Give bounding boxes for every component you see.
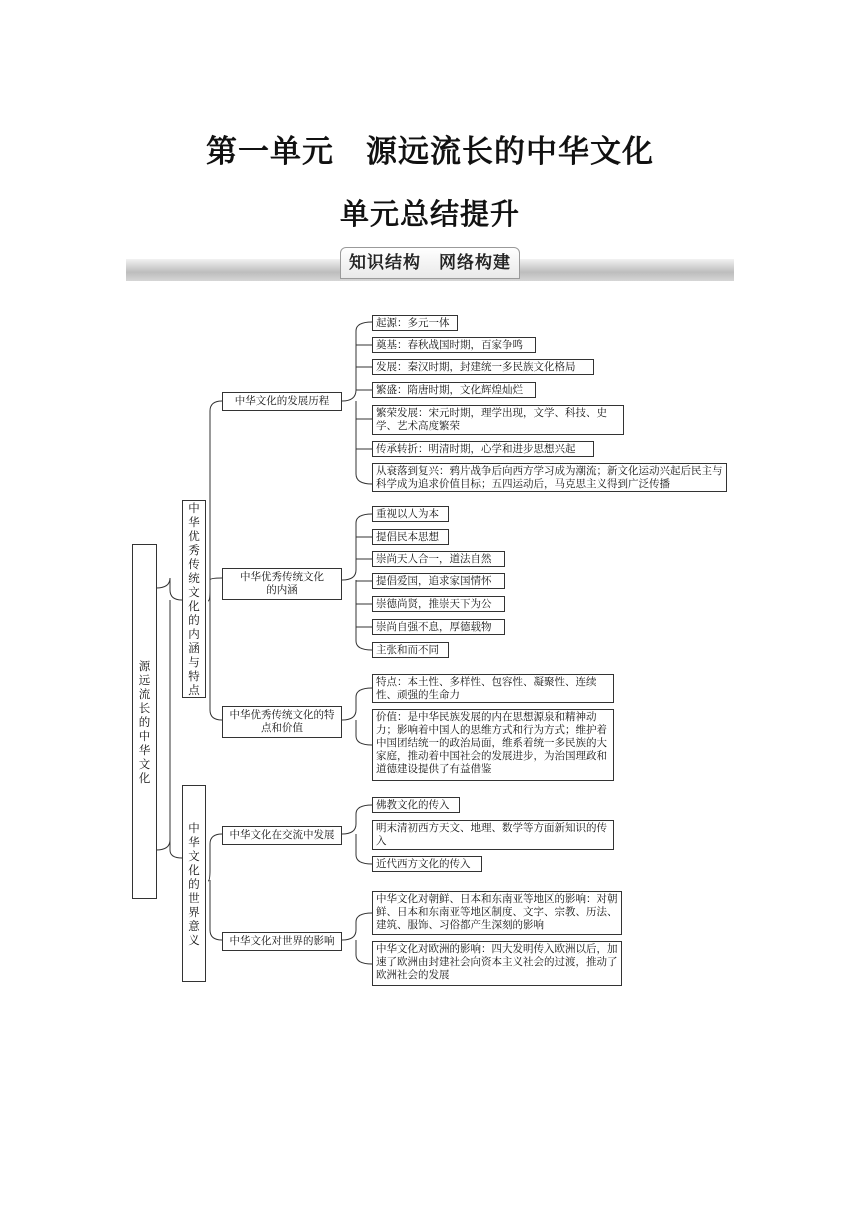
leaf-europe-influence: 中华文化对欧洲的影响：四大发明传入欧洲以后，加速了欧洲由封建社会向资本主义社会的过渡，推动了欧洲社会的发展 (372, 941, 622, 986)
page-title: 第一单元 源远流长的中华文化 (206, 134, 654, 170)
leaf-features: 特点：本土性、多样性、包容性、凝聚性、连续性、顽强的生命力 (372, 674, 614, 703)
leaf-asia-influence: 中华文化对朝鲜、日本和东南亚等地区的影响：对朝鲜、日本和东南亚等地区制度、文字、宗教、历法、建筑、服饰、习俗都产生深刻的影响 (372, 891, 622, 935)
leaf-modern-western: 近代西方文化的传入 (372, 856, 482, 872)
leaf-people-oriented: 重视以人为本 (372, 506, 449, 522)
branch-node-connotation (182, 500, 206, 698)
branch-node-world-significance-label: 中华文化的世界意义 (188, 820, 200, 947)
root-node-label: 源远流长的中华文化 (138, 658, 151, 785)
group-node-development-history: 中华文化的发展历程 (222, 392, 342, 411)
branch-node-connotation-label: 中华优秀传统文化的内涵与特点 (188, 501, 200, 697)
leaf-western-knowledge: 明末清初西方天文、地理、数学等方面新知识的传入 (372, 820, 614, 850)
root-node (132, 544, 157, 899)
leaf-people-based-thought: 提倡民本思想 (372, 529, 449, 545)
leaf-origin: 起源：多元一体 (372, 315, 458, 331)
leaf-prosperity: 繁盛：隋唐时期，文化辉煌灿烂 (372, 382, 536, 398)
group-node-features-value: 中华优秀传统文化的特点和价值 (222, 706, 342, 738)
leaf-foundation: 奠基：春秋战国时期，百家争鸣 (372, 337, 536, 353)
leaf-patriotism: 提倡爱国，追求家国情怀 (372, 573, 505, 589)
leaf-value: 价值：是中华民族发展的内在思想源泉和精神动力；影响着中国人的思维方式和行为方式；维护着中国团结统一的政治局面，维系着统一多民族的大家庭，推动着中国社会的发展进步，为治国理政和道德建设提供了有益借鉴 (372, 709, 614, 781)
leaf-revival: 从衰落到复兴：鸦片战争后向西方学习成为潮流；新文化运动兴起后民主与科学成为追求价值目标；五四运动后，马克思主义得到广泛传播 (372, 463, 727, 492)
group-node-connotation: 中华优秀传统文化的内涵 (222, 568, 342, 600)
leaf-transition: 传承转折：明清时期，心学和进步思想兴起 (372, 441, 594, 457)
group-node-exchange-development: 中华文化在交流中发展 (222, 826, 342, 845)
section-banner-label: 知识结构 网络构建 (340, 247, 520, 279)
branch-node-world-significance (182, 785, 206, 982)
group-node-world-influence: 中华文化对世界的影响 (222, 932, 342, 951)
page-subtitle: 单元总结提升 (339, 197, 520, 231)
leaf-self-improvement: 崇尚自强不息，厚德载物 (372, 619, 505, 635)
leaf-harmony-diversity: 主张和而不同 (372, 642, 449, 658)
leaf-buddhism: 佛教文化的传入 (372, 797, 460, 813)
leaf-virtue: 崇德尚贤，推崇天下为公 (372, 596, 505, 612)
leaf-harmony-nature: 崇尚天人合一，道法自然 (372, 551, 505, 567)
leaf-flourishing: 繁荣发展：宋元时期，理学出现，文学、科技、史学、艺术高度繁荣 (372, 405, 624, 435)
leaf-development: 发展：秦汉时期，封建统一多民族文化格局 (372, 359, 594, 375)
